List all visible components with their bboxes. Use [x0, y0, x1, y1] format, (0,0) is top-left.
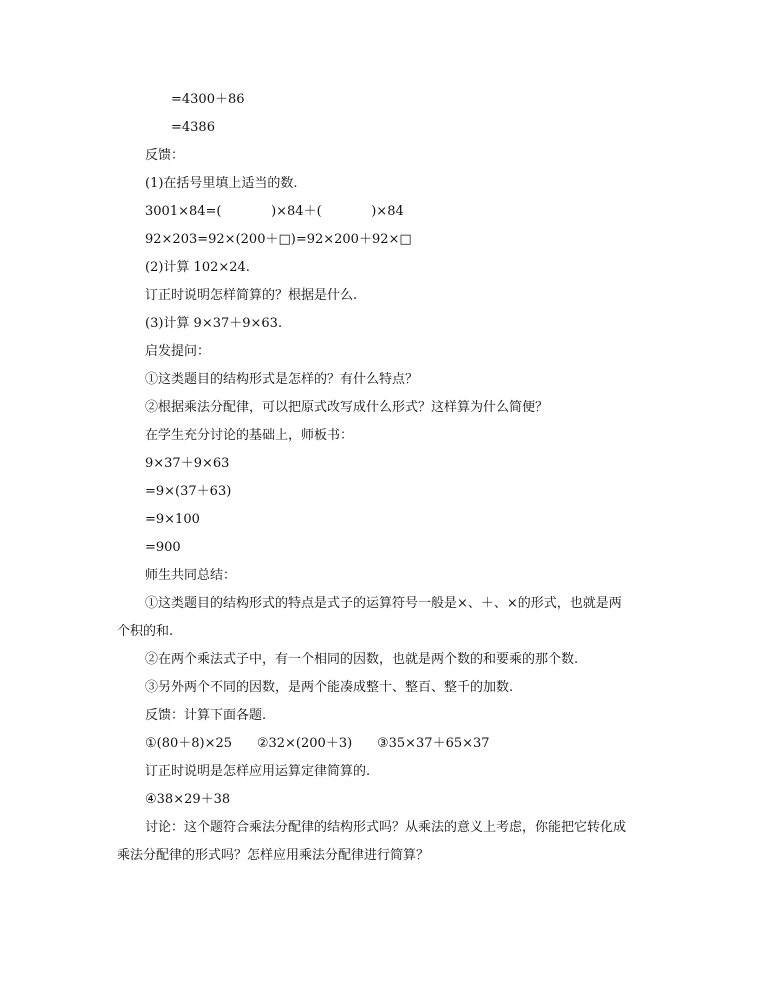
text-line: =4300＋86 [171, 92, 245, 107]
text-line: ①这类题目的结构形式的特点是式子的运算符号一般是×、＋、×的形式，也就是两 [145, 596, 622, 611]
equation-line: 9×37＋9×63 [145, 456, 230, 471]
section-heading: 师生共同总结： [145, 568, 237, 583]
section-heading: 反馈： [145, 148, 185, 163]
text-line: 在学生充分讨论的基础上，师板书： [145, 428, 354, 443]
text-line: ③另外两个不同的因数，是两个能凑成整十、整百、整千的加数. [145, 680, 514, 695]
exercise-line: ④38×29＋38 [145, 792, 231, 807]
exercise-line: ①(80＋8)×25 ②32×(200＋3) ③35×37＋65×37 [145, 736, 490, 751]
text-line: (1)在括号里填上适当的数. [145, 176, 298, 191]
text-line: ①这类题目的结构形式是怎样的？有什么特点？ [145, 372, 419, 387]
equation-line: 3001×84=( )×84＋( )×84 [145, 204, 404, 219]
section-heading: 启发提问： [145, 344, 211, 359]
text-line: 订正时说明怎样简算的？根据是什么. [145, 288, 358, 303]
text-line: ②根据乘法分配律，可以把原式改写成什么形式？这样算为什么简便？ [145, 400, 549, 415]
text-line-continuation: 乘法分配律的形式吗？怎样应用乘法分配律进行简算？ [117, 848, 430, 863]
equation-line: 92×203=92×(200＋□)=92×200＋92×□ [145, 232, 412, 247]
text-line: 订正时说明是怎样应用运算定律简算的. [145, 764, 371, 779]
text-line: ②在两个乘法式子中，有一个相同的因数，也就是两个数的和要乘的那个数. [145, 652, 579, 667]
text-line-continuation: 个积的和. [117, 624, 174, 639]
equation-line: =900 [145, 540, 181, 555]
text-line: 讨论：这个题符合乘法分配律的结构形式吗？从乘法的意义上考虑，你能把它转化成 [145, 820, 627, 835]
text-line: 反馈：计算下面各题. [145, 708, 267, 723]
text-line: (2)计算 102×24. [145, 260, 250, 275]
equation-line: =9×(37＋63) [145, 484, 232, 499]
text-line: (3)计算 9×37＋9×63. [145, 316, 283, 331]
equation-line: =9×100 [145, 512, 200, 527]
text-line: =4386 [171, 120, 215, 135]
